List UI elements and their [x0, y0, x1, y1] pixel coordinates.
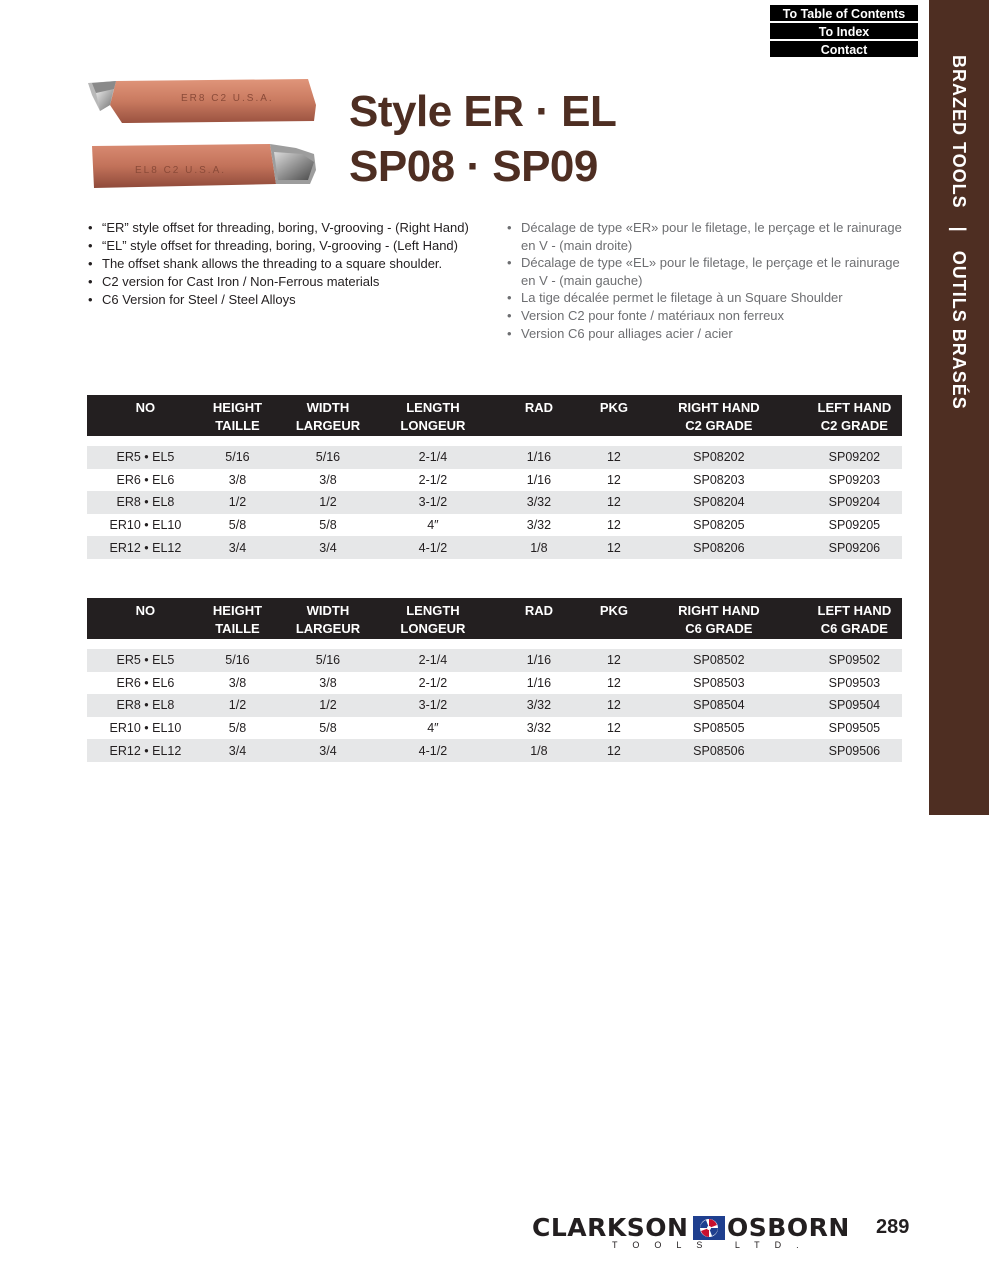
- table-cell: ER5 • EL5: [87, 446, 204, 469]
- table-cell: 12: [606, 721, 621, 736]
- col-header-left-hand: LEFT HAND C6 GRADE: [807, 598, 902, 639]
- table-cell: ER5 • EL5: [87, 649, 204, 672]
- table-cell: SP09205: [828, 518, 881, 533]
- table-cell: 5/8: [228, 518, 247, 533]
- table-cell: SP08205: [693, 518, 745, 533]
- table-cell: 5/16: [204, 649, 271, 672]
- brand-name-left: CLARKSON: [532, 1213, 689, 1242]
- c2-table-body: [87, 436, 902, 559]
- table-cell: SP09503: [828, 675, 881, 690]
- side-tab-label: [941, 55, 977, 455]
- table-cell: 3/4: [271, 536, 385, 559]
- tool-er-image: [86, 75, 318, 127]
- tool-er-marking: ER8 C2 U.S.A.: [181, 93, 274, 104]
- table-cell: 5/8: [228, 721, 247, 736]
- table-cell: 5/16: [271, 649, 385, 672]
- table-cell: 5/16: [271, 446, 385, 469]
- tool-el-image: [90, 140, 320, 192]
- table-cell: 3/32: [481, 694, 597, 717]
- top-nav: [770, 5, 918, 59]
- table-cell: SP09502: [807, 649, 902, 672]
- table-of-contents-link[interactable]: To Table of Contents: [770, 5, 918, 21]
- table-cell: 1/16: [481, 649, 597, 672]
- table-cell: 4-1/2: [385, 536, 481, 559]
- table-cell: SP08506: [631, 739, 807, 762]
- table-cell: 3/8: [228, 675, 247, 690]
- table-cell: 5/8: [319, 518, 337, 533]
- table-cell: 1/2: [271, 694, 385, 717]
- company-logo: [532, 1213, 852, 1253]
- page-title: [349, 84, 616, 194]
- feature-item: • Version C2 pour fonte / matériaux non ferreux: [505, 307, 905, 325]
- table-cell: 4″: [427, 721, 439, 736]
- table-cell: SP08203: [693, 472, 745, 487]
- col-header-right-hand: RIGHT HAND C6 GRADE: [631, 598, 807, 639]
- col-header-width: WIDTH LARGEUR: [271, 598, 385, 639]
- table-cell: ER6 • EL6: [116, 675, 175, 690]
- table-cell: ER8 • EL8: [87, 491, 204, 514]
- c6-table-body: [87, 639, 902, 762]
- table-header-row: [87, 395, 902, 436]
- table-row: [87, 446, 902, 469]
- table-cell: 4-1/2: [385, 739, 481, 762]
- page-number: 289: [876, 1216, 910, 1238]
- col-header-height: HEIGHT TAILLE: [204, 598, 271, 639]
- col-header-right-hand: RIGHT HAND C2 GRADE: [631, 395, 807, 436]
- table-cell: ER10 • EL10: [109, 721, 182, 736]
- col-header-pkg: PKG: [597, 395, 631, 436]
- table-cell: 3/8: [228, 472, 247, 487]
- tool-el-marking: EL8 C2 U.S.A.: [135, 165, 227, 176]
- table-cell: 3-1/2: [385, 491, 481, 514]
- col-header-length: LENGTH LONGEUR: [385, 395, 481, 436]
- pinwheel-logo-icon: [693, 1216, 725, 1240]
- table-cell: ER6 • EL6: [116, 472, 175, 487]
- feature-item: • Décalage de type «EL» pour le filetage, le perçage et le rainurage en V - (main gauche): [505, 254, 905, 289]
- table-cell: 1/16: [526, 675, 552, 690]
- table-cell: ER10 • EL10: [109, 518, 182, 533]
- contact-link[interactable]: Contact: [770, 41, 918, 57]
- table-cell: 12: [597, 649, 631, 672]
- table-cell: SP09203: [828, 472, 881, 487]
- table-row: [87, 672, 902, 695]
- table-cell: 4″: [427, 518, 439, 533]
- table-cell: 3/32: [481, 491, 597, 514]
- side-tab-separator: |: [949, 226, 969, 233]
- table-cell: 1/16: [481, 446, 597, 469]
- feature-item: • Version C6 pour alliages acier / acier: [505, 325, 905, 343]
- table-cell: SP08505: [693, 721, 745, 736]
- table-cell: SP08504: [631, 694, 807, 717]
- side-tab-english: BRAZED TOOLS: [949, 55, 969, 209]
- brand-subtitle: TOOLS LTD.: [612, 1240, 814, 1250]
- col-header-height: HEIGHT TAILLE: [204, 395, 271, 436]
- features-french-list: [505, 219, 905, 342]
- feature-item: • La tige décalée permet le filetage à un Square Shoulder: [505, 289, 905, 307]
- col-header-pkg: PKG: [597, 598, 631, 639]
- col-header-width: WIDTH LARGEUR: [271, 395, 385, 436]
- table-cell: 3/4: [271, 739, 385, 762]
- table-cell: 5/16: [204, 446, 271, 469]
- col-header-no: NO: [87, 395, 204, 436]
- table-cell: 1/8: [481, 536, 597, 559]
- table-cell: 1/2: [271, 491, 385, 514]
- table-header-row: [87, 598, 902, 639]
- section-side-tab: [929, 0, 989, 815]
- table-cell: 5/8: [319, 721, 337, 736]
- table-cell: SP08204: [631, 491, 807, 514]
- table-row: [87, 514, 902, 537]
- table-cell: 3/8: [319, 472, 337, 487]
- table-cell: SP08503: [693, 675, 745, 690]
- table-cell: 3-1/2: [385, 694, 481, 717]
- table-row: [87, 739, 902, 762]
- table-cell: 12: [597, 694, 631, 717]
- table-cell: 3/4: [204, 739, 271, 762]
- table-cell: 3/8: [319, 675, 337, 690]
- table-cell: 1/16: [526, 472, 552, 487]
- table-row: [87, 694, 902, 717]
- table-cell: SP08206: [631, 536, 807, 559]
- table-cell: 12: [597, 739, 631, 762]
- table-row: [87, 536, 902, 559]
- table-cell: 3/32: [526, 721, 552, 736]
- col-header-rad: RAD: [481, 395, 597, 436]
- col-header-left-hand: LEFT HAND C2 GRADE: [807, 395, 902, 436]
- table-cell: 3/32: [526, 518, 552, 533]
- feature-item: • “EL” style offset for threading, boring, V-grooving - (Left Hand): [86, 237, 486, 255]
- c2-grade-table: [87, 395, 902, 559]
- table-row: [87, 649, 902, 672]
- feature-item: • C2 version for Cast Iron / Non-Ferrous materials: [86, 273, 486, 291]
- table-cell: ER12 • EL12: [87, 739, 204, 762]
- table-cell: 12: [597, 536, 631, 559]
- table-cell: 1/2: [204, 694, 271, 717]
- table-row: [87, 469, 902, 492]
- table-cell: SP08502: [631, 649, 807, 672]
- table-cell: SP09506: [807, 739, 902, 762]
- table-cell: 2-1/2: [418, 472, 448, 487]
- feature-item: • Décalage de type «ER» pour le filetage, le perçage et le rainurage en V - (main droite): [505, 219, 905, 254]
- table-cell: SP09505: [828, 721, 881, 736]
- table-cell: 1/8: [481, 739, 597, 762]
- col-header-rad: RAD: [481, 598, 597, 639]
- table-cell: SP09206: [807, 536, 902, 559]
- index-link[interactable]: To Index: [770, 23, 918, 39]
- table-cell: 3/4: [204, 536, 271, 559]
- brand-name-right: OSBORN: [727, 1213, 850, 1242]
- table-cell: SP09504: [807, 694, 902, 717]
- table-cell: SP09204: [807, 491, 902, 514]
- table-cell: 2-1/4: [385, 649, 481, 672]
- title-line-1: Style ER · EL: [349, 87, 617, 136]
- c6-grade-table: [87, 598, 902, 762]
- title-line-2: SP08 · SP09: [349, 142, 598, 191]
- table-cell: 12: [597, 491, 631, 514]
- table-cell: 2-1/2: [418, 675, 448, 690]
- table-cell: 1/2: [204, 491, 271, 514]
- table-cell: 12: [606, 472, 621, 487]
- table-cell: SP08202: [631, 446, 807, 469]
- feature-item: • “ER” style offset for threading, boring, V-grooving - (Right Hand): [86, 219, 486, 237]
- table-cell: 12: [606, 675, 621, 690]
- table-cell: 12: [606, 518, 621, 533]
- features-english-list: [86, 219, 486, 309]
- table-cell: ER12 • EL12: [87, 536, 204, 559]
- feature-item: • C6 Version for Steel / Steel Alloys: [86, 291, 486, 309]
- table-row: [87, 717, 902, 740]
- col-header-length: LENGTH LONGEUR: [385, 598, 481, 639]
- table-cell: ER8 • EL8: [87, 694, 204, 717]
- table-cell: SP09202: [807, 446, 902, 469]
- feature-item: • The offset shank allows the threading to a square shoulder.: [86, 255, 486, 273]
- table-row: [87, 491, 902, 514]
- col-header-no: NO: [87, 598, 204, 639]
- table-cell: 12: [597, 446, 631, 469]
- table-cell: 2-1/4: [385, 446, 481, 469]
- side-tab-french: OUTILS BRASÉS: [949, 250, 969, 410]
